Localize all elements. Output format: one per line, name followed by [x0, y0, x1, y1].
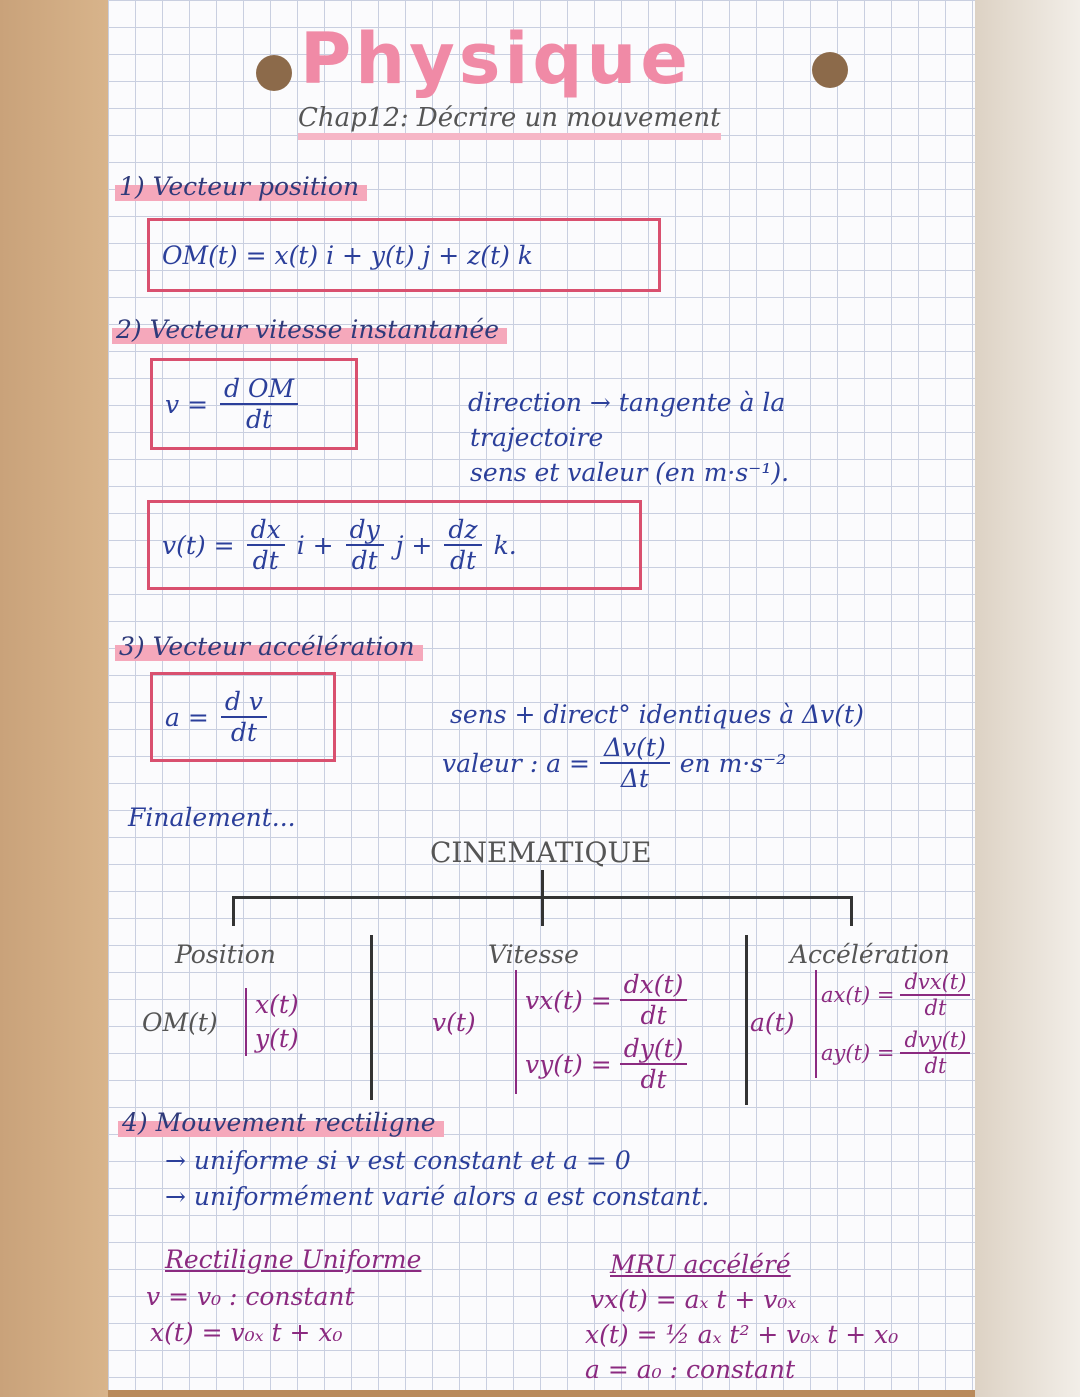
denominator: dt: [230, 718, 257, 747]
numerator: d v: [221, 687, 267, 718]
punch-hole-right: [812, 52, 848, 88]
position-formula-box: [147, 218, 661, 292]
ax-label: ax(t) =: [821, 983, 895, 1007]
position-formula: OM(t) = x(t) i + y(t) j + z(t) k: [162, 240, 533, 270]
punch-hole-left: [256, 55, 292, 91]
acc-note-1: sens + direct° identiques à Δv(t): [450, 700, 864, 729]
acceleration-lhs-tree: a(t): [750, 1008, 795, 1037]
velocity-lhs-tree: v(t): [432, 1008, 476, 1037]
page-title: Physique: [300, 18, 692, 100]
acc-lhs: a =: [165, 702, 209, 732]
numerator: dy(t): [620, 1034, 688, 1065]
acc-value-label: valeur : a =: [442, 748, 590, 778]
chapter-subtitle: Chap12: Décrire un mouvement: [298, 103, 721, 140]
uniform-line: → uniforme si v est constant et a = 0: [165, 1146, 631, 1175]
section-2-heading: 2) Vecteur vitesse instantanée: [112, 315, 507, 344]
denominator: dt: [640, 1065, 667, 1094]
cinematique-title: CINEMATIQUE: [430, 836, 652, 869]
velocity-note-2: trajectoire: [470, 423, 604, 452]
numerator: dvy(t): [900, 1028, 970, 1054]
tree-branch-middle: [541, 870, 544, 926]
acc-fraction: [221, 687, 267, 747]
wood-background-left: [0, 0, 108, 1397]
unit-i: i +: [296, 530, 334, 560]
uniform-eq-1: v = v₀ : constant: [146, 1282, 355, 1311]
position-x: x(t): [255, 990, 299, 1019]
numerator: dvx(t): [900, 970, 970, 996]
ay-label: ay(t) =: [821, 1041, 895, 1065]
dy-fraction: [346, 515, 384, 575]
wood-background-right: [975, 0, 1080, 1397]
velocity-note-3: sens et valeur (en m·s⁻¹).: [470, 458, 790, 487]
accelerated-eq-2: x(t) = ½ aₓ t² + v₀ₓ t + x₀: [585, 1320, 899, 1349]
position-lhs: OM(t): [142, 1008, 218, 1037]
section-4-heading: 4) Mouvement rectiligne: [118, 1108, 444, 1137]
acc-note-2: [442, 733, 786, 793]
velocity-definition-box: [150, 358, 358, 450]
velocity-note-1: direction → tangente à la: [468, 388, 786, 417]
acceleration-column-title: Accélération: [790, 940, 950, 969]
denominator: dt: [351, 546, 378, 575]
velocity-lhs: v =: [165, 389, 209, 419]
velocity-column-title: Vitesse: [488, 940, 579, 969]
tree-branch-left: [232, 896, 235, 926]
denominator: dt: [924, 996, 947, 1020]
unit-j: j +: [395, 530, 433, 560]
numerator: Δv(t): [600, 733, 670, 764]
vy-fraction: [620, 1034, 688, 1094]
uniform-eq-2: x(t) = v₀ₓ t + x₀: [150, 1318, 343, 1347]
acceleration-definition-box: [150, 672, 336, 762]
uniform-title: Rectiligne Uniforme: [165, 1245, 422, 1274]
position-y: y(t): [255, 1024, 299, 1053]
acc-value-fraction: [600, 733, 670, 793]
section-1-heading: 1) Vecteur position: [115, 172, 367, 201]
numerator: dz: [444, 515, 481, 546]
vy-label: vy(t) =: [525, 1049, 612, 1079]
numerator: dy: [346, 515, 384, 546]
denominator: dt: [246, 405, 273, 434]
position-components: [245, 988, 299, 1056]
accelerated-eq-1: vx(t) = aₓ t + v₀ₓ: [590, 1285, 797, 1314]
accelerated-title: MRU accéléré: [610, 1250, 791, 1279]
tree-branch-right: [850, 896, 853, 926]
numerator: dx: [247, 515, 285, 546]
velocity-components-box: [147, 500, 642, 590]
dz-fraction: [444, 515, 481, 575]
vx-fraction: [620, 970, 688, 1030]
numerator: dx(t): [620, 970, 688, 1001]
denominator: Δt: [620, 764, 649, 793]
acc-unit: en m·s⁻²: [679, 748, 787, 778]
unit-k: k.: [493, 530, 517, 560]
finally-label: Finalement...: [128, 803, 296, 832]
numerator: d OM: [220, 374, 298, 405]
velocity-components: [515, 970, 691, 1094]
vt-lhs: v(t) =: [162, 530, 235, 560]
acceleration-components: [815, 970, 974, 1078]
accelerated-eq-3: a = a₀ : constant: [585, 1355, 796, 1384]
denominator: dt: [252, 546, 279, 575]
uniformly-varied-line: → uniformément varié alors a est constant.: [165, 1182, 710, 1211]
denominator: dt: [449, 546, 476, 575]
denominator: dt: [924, 1054, 947, 1078]
section-3-heading: 3) Vecteur accélération: [115, 632, 423, 661]
ax-fraction: [900, 970, 970, 1020]
ay-fraction: [900, 1028, 970, 1078]
vx-label: vx(t) =: [525, 985, 612, 1015]
velocity-fraction: [220, 374, 298, 434]
column-divider-2: [745, 935, 748, 1105]
denominator: dt: [640, 1001, 667, 1030]
dx-fraction: [247, 515, 285, 575]
position-column-title: Position: [175, 940, 276, 969]
column-divider-1: [370, 935, 373, 1100]
